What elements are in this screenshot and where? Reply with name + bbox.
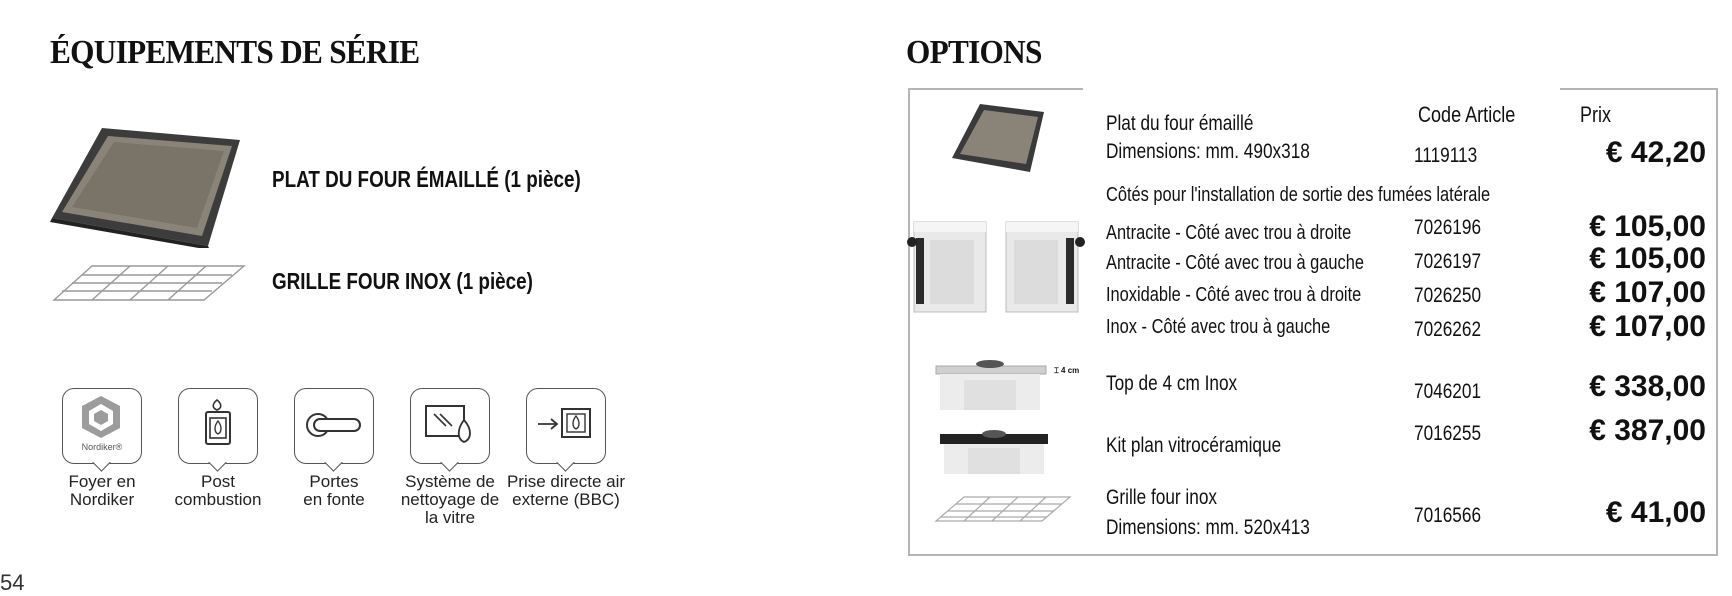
glass-cleaning-icon (424, 402, 478, 448)
option-tray-name: Plat du four émaillé (1106, 112, 1254, 135)
side-row-1-price: € 105,00 (1589, 210, 1706, 243)
option-rack-dims: Dimensions: mm. 520x413 (1106, 516, 1310, 539)
side-row-3-price: € 107,00 (1589, 276, 1706, 309)
option-rack-image (934, 494, 1074, 524)
feature-glass-cleaning (410, 388, 492, 470)
feature-caption-cast-doors: Portes en fonte (303, 472, 365, 509)
options-title: OPTIONS (906, 34, 1042, 71)
frame-top-right (1560, 88, 1716, 90)
option-tray-code: 1119113 (1414, 144, 1478, 167)
feature-cast-doors (294, 388, 376, 470)
option-top-name: Top de 4 cm Inox (1106, 372, 1238, 395)
header-price: Prix (1580, 102, 1612, 127)
side-row-2-price: € 105,00 (1589, 242, 1706, 275)
feature-caption-nordiker: Foyer en Nordiker (68, 472, 136, 509)
post-combustion-icon (200, 398, 236, 450)
standard-item-tray: PLAT DU FOUR ÉMAILLÉ (1 pièce) (272, 166, 581, 192)
feature-caption-post-combustion: Post combustion (174, 472, 262, 509)
side-row-4-code: 7026262 (1414, 318, 1482, 341)
option-tray-image (950, 100, 1046, 174)
option-top-price: € 338,00 (1589, 370, 1706, 403)
side-row-1-name: Antracite - Côté avec trou à droite (1106, 222, 1352, 244)
option-rack-price: € 41,00 (1605, 496, 1706, 529)
side-row-2-name: Antracite - Côté avec trou à gauche (1106, 252, 1364, 274)
option-kit-price: € 387,00 (1589, 414, 1706, 447)
feature-caption-external-air: Prise directe air externe (BBC) (506, 472, 626, 509)
option-kit-code: 7016255 (1414, 422, 1482, 445)
nordiker-badge: Nordiker® (81, 442, 123, 452)
option-tray-dims: Dimensions: mm. 490x318 (1106, 140, 1310, 163)
feature-external-air (526, 388, 608, 470)
standard-equipment-title: ÉQUIPEMENTS DE SÉRIE (50, 34, 420, 71)
sides-group-title: Côtés pour l'installation de sortie des fumées latérale (1106, 184, 1491, 206)
option-top-code: 7046201 (1414, 380, 1482, 403)
steel-top-tag: ⌶ 4 cm (1054, 366, 1080, 375)
enamel-tray-image (50, 118, 245, 248)
standard-item-rack: GRILLE FOUR INOX (1 pièce) (272, 268, 533, 294)
door-handle-icon (304, 410, 364, 440)
header-code-article: Code Article (1418, 102, 1516, 127)
side-panels-image (906, 212, 1086, 316)
feature-post-combustion (178, 388, 260, 470)
feature-caption-glass-cleaning: Système de nettoyage de la vitre (400, 472, 500, 527)
option-tray-price: € 42,20 (1605, 136, 1706, 169)
page-number: 54 (0, 570, 25, 595)
side-row-3-code: 7026250 (1414, 284, 1482, 307)
option-kit-name: Kit plan vitrocéramique (1106, 434, 1282, 457)
nordiker-cube-icon (78, 394, 124, 438)
frame-top-left (908, 88, 1083, 90)
side-row-2-code: 7026197 (1414, 250, 1482, 273)
steel-top-image (930, 352, 1050, 410)
side-row-3-name: Inoxidable - Côté avec trou à droite (1106, 284, 1362, 306)
ceramic-hob-image (934, 424, 1054, 474)
external-air-intake-icon (536, 406, 596, 440)
feature-nordiker (62, 388, 144, 470)
frame-bottom (908, 554, 1716, 556)
side-row-1-code: 7026196 (1414, 216, 1482, 239)
side-row-4-price: € 107,00 (1589, 310, 1706, 343)
oven-rack-image (52, 262, 247, 304)
option-rack-code: 7016566 (1414, 504, 1482, 527)
option-rack-name: Grille four inox (1106, 486, 1218, 509)
side-row-4-name: Inox - Côté avec trou à gauche (1106, 316, 1331, 338)
